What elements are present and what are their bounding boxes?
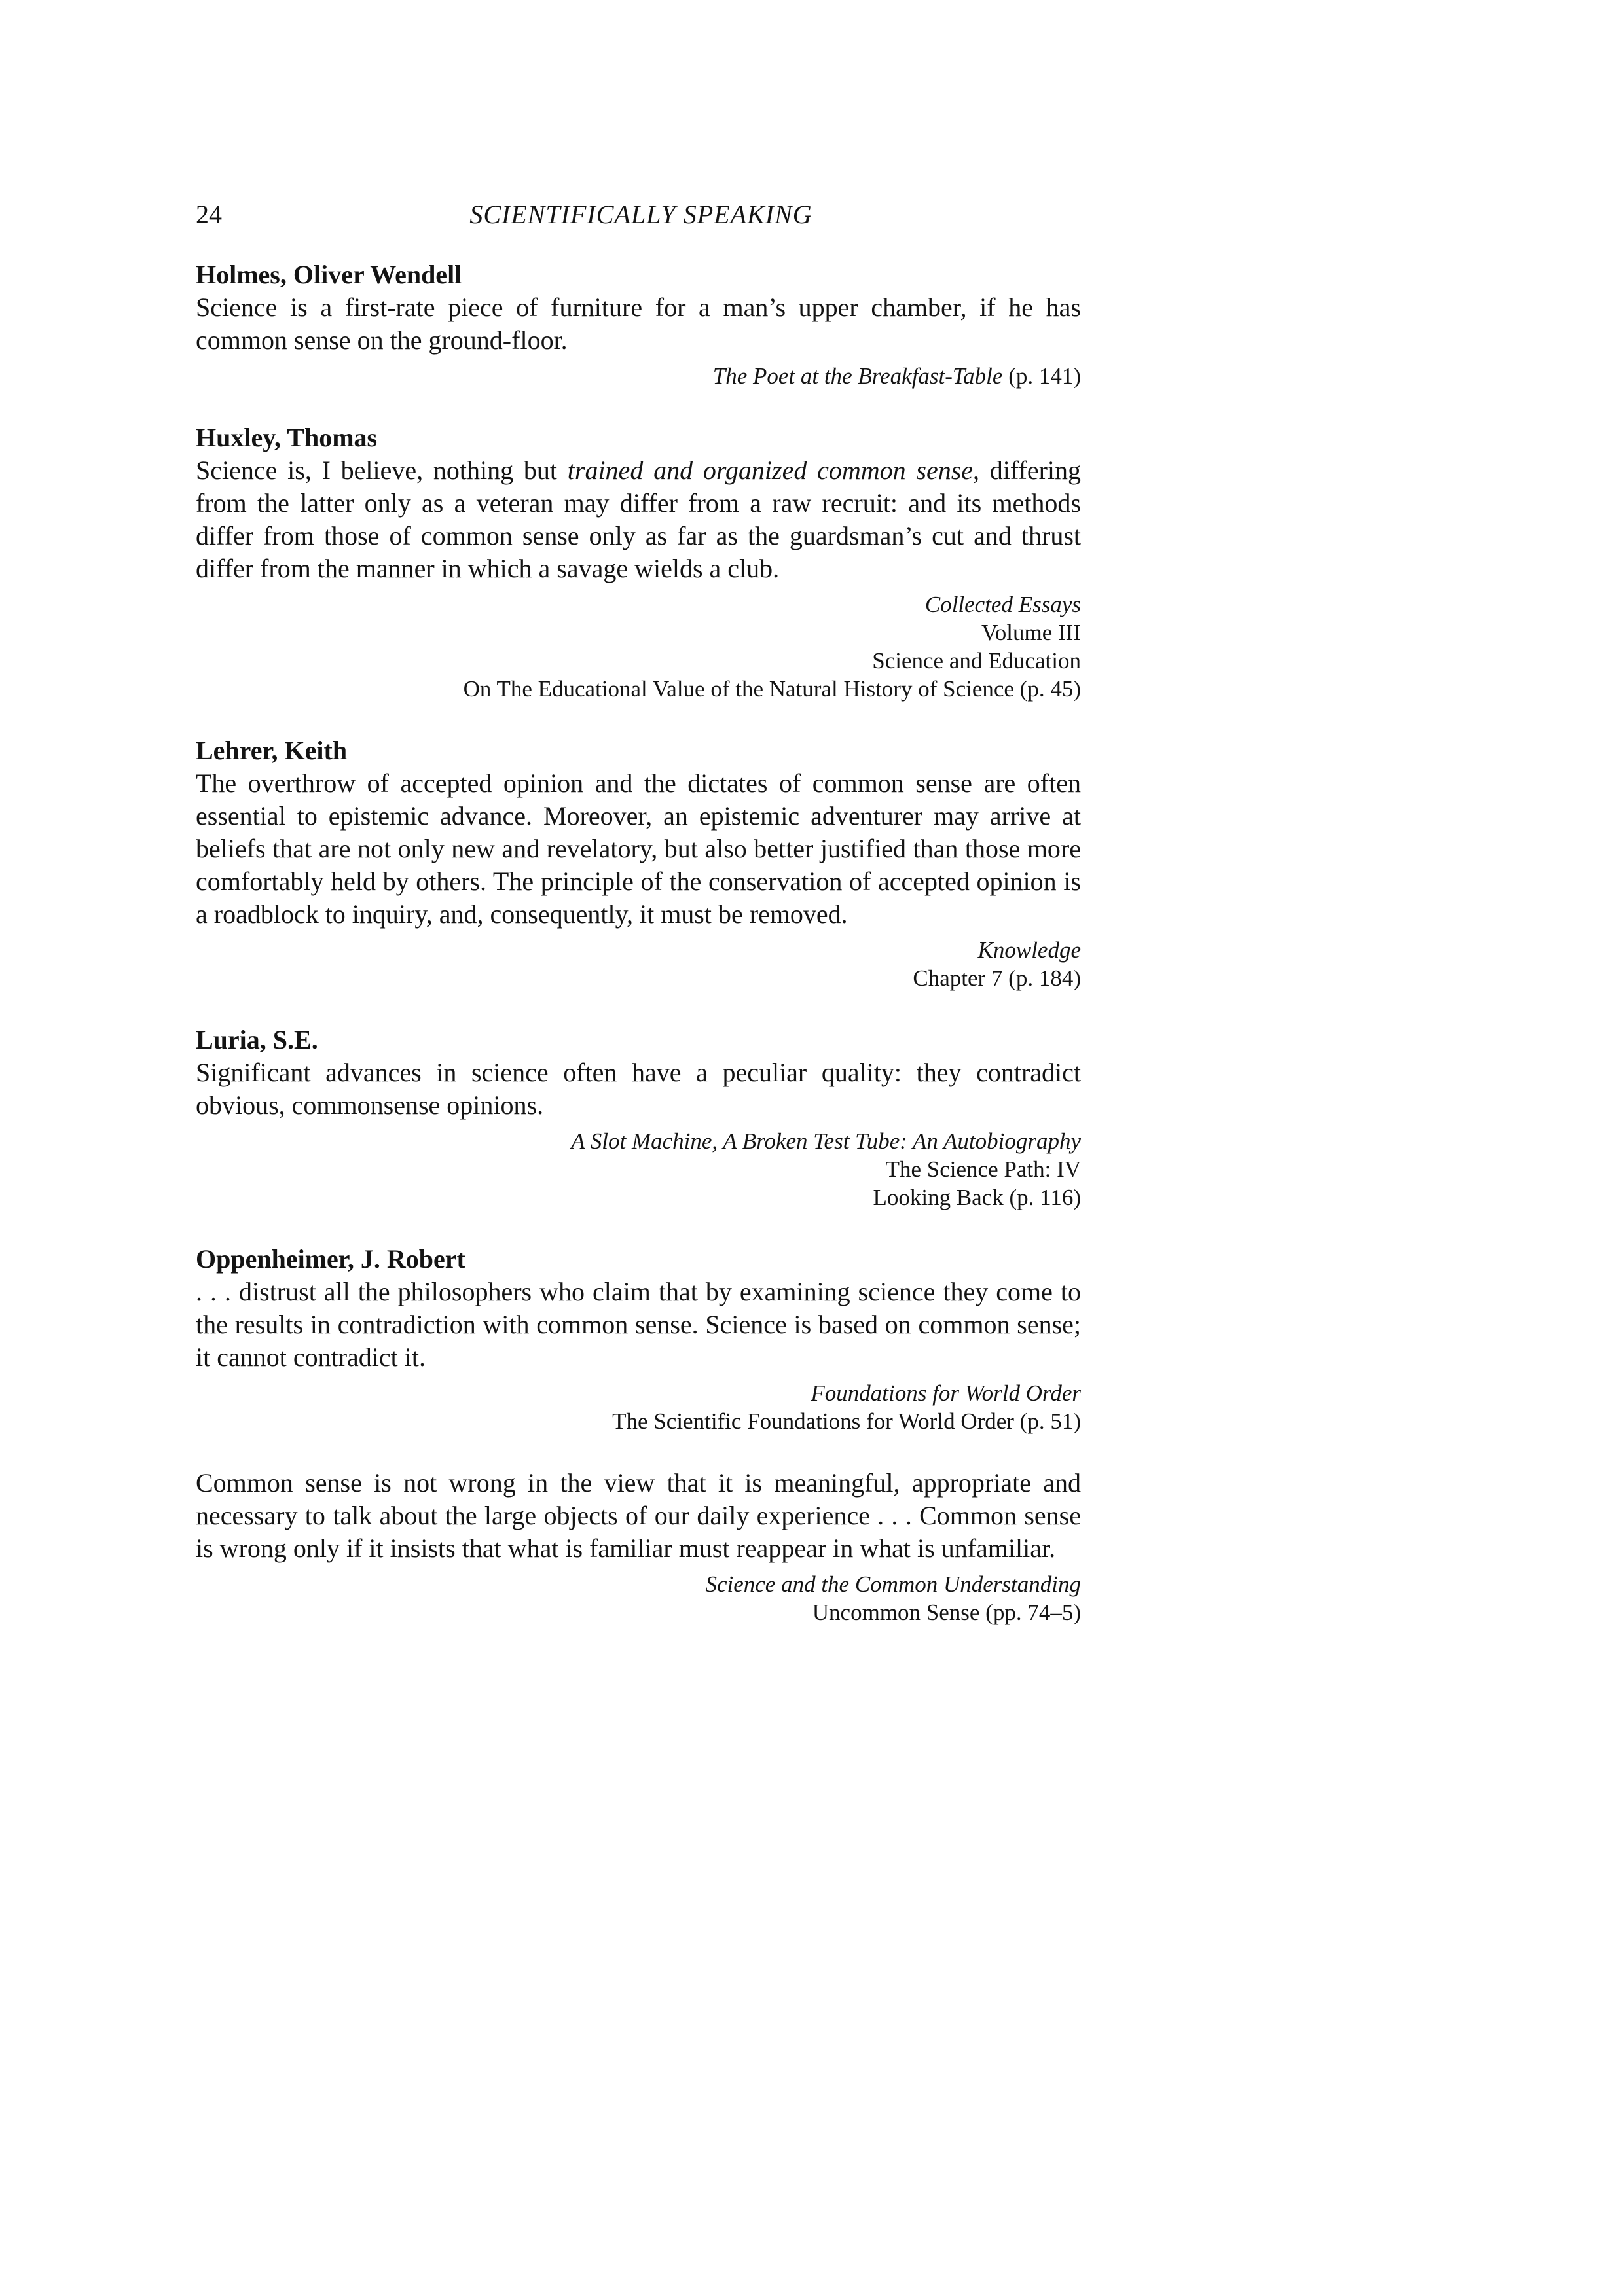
source-line: Uncommon Sense (pp. 74–5) (812, 1600, 1081, 1625)
quotation-list (196, 259, 1081, 1658)
quote-text-emphasis: trained and organized common sense (567, 456, 974, 485)
quote-text: . . . distrust all the philosophers who claim that by examining science they come to the results in contradiction with common sense. Science is based on common sense; it cannot contradict it. (196, 1277, 1081, 1372)
running-title: SCIENTIFICALLY SPEAKING (469, 200, 812, 229)
source-title: The Poet at the Breakfast-Table (712, 363, 1003, 389)
source-citation (196, 936, 1081, 992)
quote-entry-lehrer (196, 734, 1081, 992)
quote-entry-oppenheimer (196, 1243, 1081, 1435)
author-name: Oppenheimer, J. Robert (196, 1244, 465, 1274)
quote-text (196, 454, 1081, 585)
quote-text: Common sense is not wrong in the view that it is meaningful, appropriate and necessary to talk about the large objects of our daily experience . . . Common sense is wrong only if it insists that what is familiar must reappear in what is unfamiliar. (196, 1468, 1081, 1563)
source-line: Chapter 7 (p. 184) (913, 965, 1081, 991)
source-line: The Scientific Foundations for World Order (p. 51) (612, 1408, 1081, 1434)
quote-text-start: Science is, I believe, nothing but (196, 456, 568, 485)
page-header (196, 195, 1080, 234)
source-line: Volume III (981, 620, 1081, 645)
quote-entry-oppenheimer-2 (196, 1467, 1081, 1626)
quote-entry-luria (196, 1024, 1081, 1211)
quote-text: The overthrow of accepted opinion and the dictates of common sense are often essential to epistemic advance. Moreover, an epistemic adventurer may arrive at beliefs that are not only new and revelatory, but also better justified than those more comfortably held by others. The principle of the conservation of accepted opinion is a roadblock to inquiry, and, consequently, it must be removed. (196, 768, 1081, 929)
quote-text: Significant advances in science often have a peculiar quality: they contradict obvious, commonsense opinions. (196, 1058, 1081, 1120)
source-citation (196, 1570, 1081, 1626)
quote-entry-holmes (196, 259, 1081, 390)
source-line: Science and Education (872, 648, 1081, 673)
quote-text-end: , differing from the latter only as a veteran may differ from a raw recruit: and its methods differ from those of common sense only as far as the guardsman’s cut and thrust differ from the manner in which a savage wields a club. (196, 456, 1082, 583)
source-citation (196, 1379, 1081, 1435)
source-title: Knowledge (977, 937, 1081, 963)
quote-text: Science is a first-rate piece of furniture for a man’s upper chamber, if he has common sense on the ground-floor. (196, 293, 1081, 355)
source-title: Foundations for World Order (811, 1380, 1081, 1406)
source-title: Collected Essays (924, 592, 1081, 617)
source-title: A Slot Machine, A Broken Test Tube: An Autobiography (571, 1128, 1081, 1154)
author-name: Luria, S.E. (196, 1025, 318, 1054)
page-number: 24 (196, 200, 222, 229)
source-page: (p. 141) (1002, 363, 1081, 389)
author-name: Lehrer, Keith (196, 736, 348, 765)
source-title: Science and the Common Understanding (705, 1571, 1081, 1597)
source-line: Looking Back (p. 116) (873, 1185, 1081, 1210)
author-name: Holmes, Oliver Wendell (196, 260, 462, 289)
source-citation (196, 362, 1081, 390)
source-citation (196, 590, 1081, 703)
source-line: On The Educational Value of the Natural History of Science (p. 45) (463, 676, 1081, 702)
author-name: Huxley, Thomas (196, 423, 378, 452)
source-citation (196, 1127, 1081, 1211)
source-line: The Science Path: IV (885, 1157, 1081, 1182)
quote-entry-huxley (196, 422, 1081, 703)
